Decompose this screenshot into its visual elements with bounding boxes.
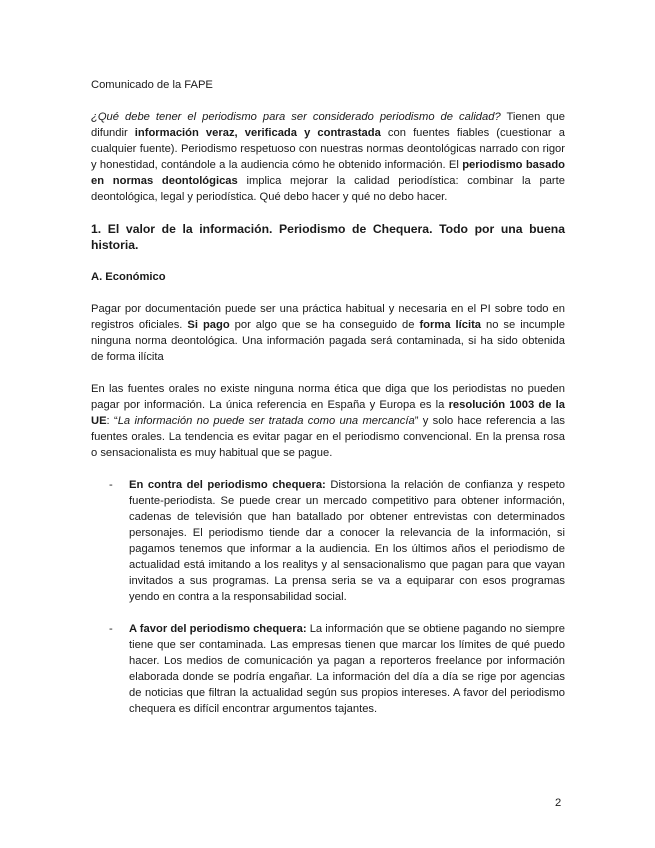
list-item-against [91, 477, 565, 605]
section-heading: 1. El valor de la información. Periodismo de Chequera. Todo por una buena historia. [91, 222, 565, 252]
intro-bold-2: periodismo basado en normas deontológicas [91, 159, 565, 187]
list-item-title: A favor del periodismo chequera: [129, 623, 307, 635]
para2-text-2: por algo que se ha conseguido de [229, 319, 420, 331]
para2-bold-1: Si pago [187, 319, 230, 331]
paragraph-payment-documents [91, 301, 565, 365]
para2-text-3: no se incumple ninguna norma deontológica. Una información pagada será contaminada, si ha sido obtenida de forma ilícita [91, 319, 565, 363]
para2-text-1: Pagar por documentación puede ser una práctica habitual y necesaria en el PI sobre todo en registros oficiales. [91, 303, 565, 331]
dash-bullet: - [109, 479, 113, 491]
para3-text-3: ” y solo hace referencia a las fuentes orales. La tendencia es evitar pagar en el periodismo convencional. En la prensa rosa o sensacionalista es muy habitual que se pague. [91, 415, 565, 459]
page-content [91, 77, 565, 733]
subsection-heading: A. Económico [91, 271, 166, 283]
intro-bold-1: información veraz, verificada y contrastada [134, 127, 381, 139]
intro-question: ¿Qué debe tener el periodismo para ser considerado periodismo de calidad? [91, 111, 501, 123]
list-item-title: En contra del periodismo chequera: [129, 479, 326, 491]
dash-bullet: - [109, 623, 113, 635]
intro-text-1: Tienen que difundir [91, 111, 565, 139]
document-header: Comunicado de la FAPE [91, 79, 213, 91]
argument-list [91, 477, 565, 717]
para2-bold-2: forma lícita [419, 319, 482, 331]
para3-italic-quote: La información no puede ser tratada como una mercancía [117, 415, 415, 427]
intro-paragraph [91, 109, 565, 205]
intro-text-2: con fuentes fiables (cuestionar a cualquier fuente). Periodismo respetuoso con nuestras normas deontológicas narrado con rigor y honestidad, contándole a la audiencia cómo he obtenido información. El [91, 127, 565, 171]
page-number: 2 [555, 797, 562, 809]
para3-text-1: En las fuentes orales no existe ninguna norma ética que diga que los periodistas no pueden pagar por información. La única referencia en España y Europa es la [91, 383, 565, 411]
para3-bold-1: resolución 1003 de la UE [91, 399, 565, 427]
list-item-favor [91, 621, 565, 717]
list-item-text: La información que se obtiene pagando no siempre tiene que ser contaminada. Las empresas tienen que marcar los límites de qué puedo hacer. Los medios de comunicación ya pagan a reporteros freelance por información elaborada donde se podría engañar. La información del día a día se rige por agencias de noticias que filtran la actualidad según sus propios intereses. A favor del periodismo chequera es difícil encontrar argumentos tajantes. [129, 623, 565, 715]
para3-text-2: : “ [106, 415, 118, 427]
paragraph-oral-sources [91, 381, 565, 461]
intro-text-3: implica mejorar la calidad periodística: combinar la parte deontológica, legal y periodística. Qué debo hacer y qué no debo hacer. [91, 175, 565, 203]
list-item-text: Distorsiona la relación de confianza y respeto fuente-periodista. Se puede crear un mercado competitivo para obtener información, cadenas de televisión que han batallado por obtener entrevistas con determinados personajes. El periodismo tiende dar a conocer la relevancia de la información, si pagamos tenemos que informar a la audiencia. En los últimos años el periodismo de actualidad está imitando a los realitys y al sensacionalismo que pagan para que vayan invitados a sus programas. La prensa seria se va a equiparar con esos programas yendo en contra a la responsabilidad social. [129, 479, 565, 603]
